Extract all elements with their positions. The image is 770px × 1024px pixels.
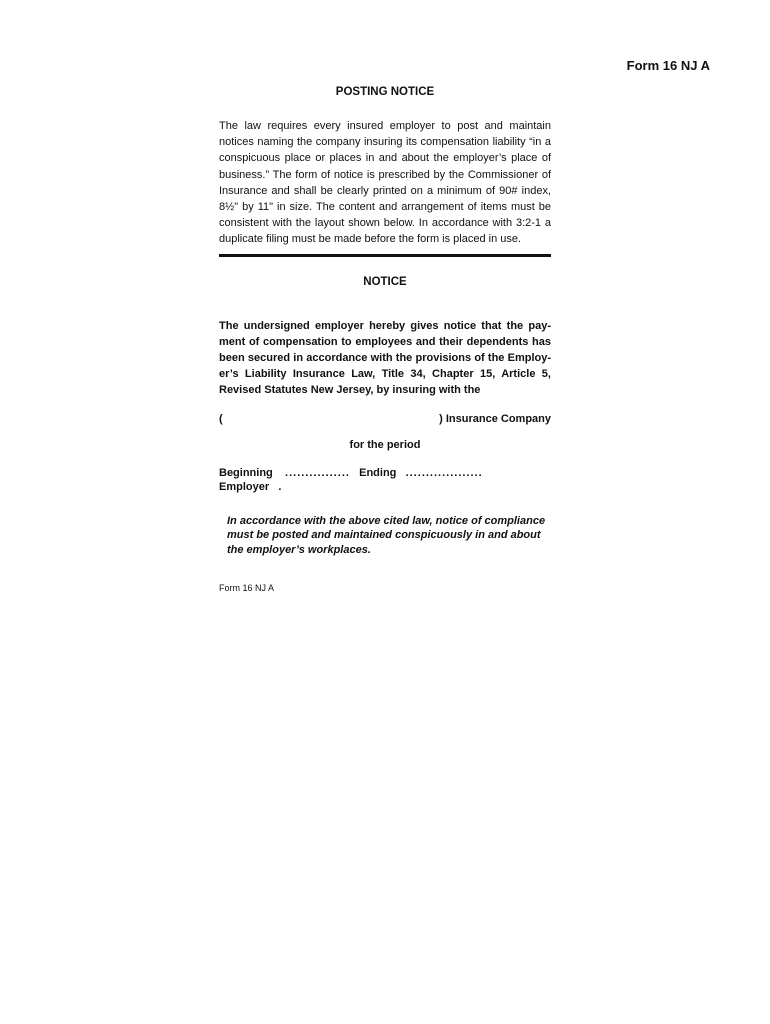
insurer-company-label: ) Insurance Company [439, 412, 551, 425]
employer-line [219, 480, 551, 494]
ending-dots: ................... [405, 466, 483, 479]
form-number-header: Form 16 NJ A [626, 58, 710, 73]
dates-block [219, 466, 551, 494]
employer-dots: . [278, 480, 283, 493]
beginning-dots: ................ [285, 466, 350, 479]
ending-label: Ending [359, 466, 397, 479]
form-number-footer: Form 16 NJ A [219, 583, 275, 594]
notice-title: NOTICE [363, 275, 407, 288]
date-line [219, 466, 551, 480]
beginning-label: Beginning [219, 466, 273, 479]
compliance-text: In accordance with the above cited law, notice of compliance must be posted and maintained conspicuously in and about the employer’s workplaces. [227, 514, 546, 556]
period-label: for the period [349, 438, 421, 451]
posting-notice-text: The law requires every insured employer to post and maintain notices naming the company insuring its compensation liability “in a conspicuous place or places in and about the employer’s place of business.” The form of notice is prescribed by the Commissioner of Insurance and shall be clearly printed on a minimum of 90# index, 8½" by 11" in size. The content and arrangement of items must be consistent with the layout shown below. In accordance with 3:2-1 a duplicate filing must be made before the form is placed in use. [219, 120, 551, 246]
section-divider [219, 254, 551, 257]
insurer-line [219, 413, 551, 425]
employer-label: Employer [219, 480, 270, 493]
insurer-open-paren: ( [219, 412, 223, 425]
notice-text: The undersigned employer hereby gives notice that the pay-ment of compensation to employees and their dependents has been secured in accordance with the provisions of the Employ-er’s Liability Insurance Law, Title 34, Chapter 15, Article 5, Revised Statutes New Jersey, by insuring with the [219, 319, 551, 397]
document-body [219, 86, 551, 593]
posting-notice-title: POSTING NOTICE [335, 86, 435, 98]
